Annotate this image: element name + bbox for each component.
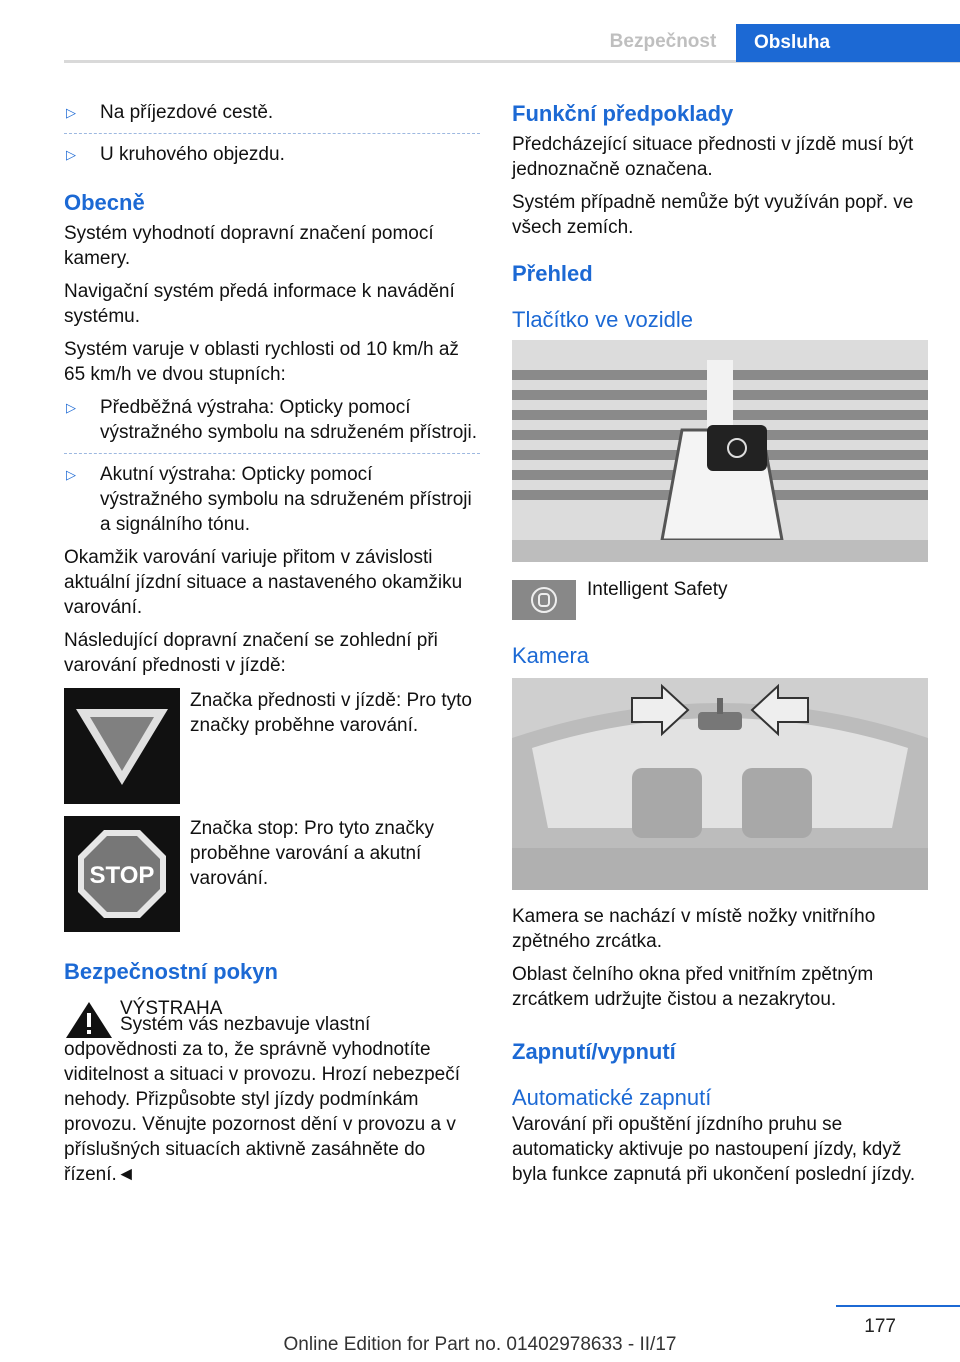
heading-tlacitko: Tlačítko ve vozidle [512, 307, 693, 332]
heading-obecne: Obecně [64, 190, 145, 215]
list-item: ▷ U kruhového objezdu. [66, 144, 285, 165]
heading-safety: Bezpečnostní pokyn [64, 959, 278, 984]
warning-text: Systém vás nezbavuje vlastní odpovědnosti za to, že správně vyhodnotíte viditelnost a situaci v provozu. Hrozí nebezpečí nehody. Přizpůsobte styl jízdy podmínkám provozu. Věnujte pozornost dění v provozu a v příslušných situacích aktivně zasáhněte do řízení.◄ [64, 1014, 461, 1185]
paragraph: Systém varuje v oblasti rychlosti od 10 km/h až 65 km/h ve dvou stupních: [64, 339, 459, 385]
triangle-bullet-icon: ▷ [66, 105, 76, 120]
warning-title: VÝSTRAHA [120, 998, 223, 1019]
button-legend [512, 580, 928, 620]
triangle-bullet-icon: ▷ [66, 147, 76, 162]
page-number: 177 [864, 1316, 896, 1337]
stop-sign-icon [64, 816, 180, 932]
heading-prehled: Přehled [512, 261, 593, 286]
list-item: ▷ Na příjezdové cestě. [66, 102, 274, 123]
stop-sign-label: STOP [89, 862, 155, 889]
paragraph: Kamera se nachází v místě nožky vnitřního zpětného zrcátka. [512, 906, 876, 952]
heading-kamera: Kamera [512, 643, 590, 668]
paragraph: Následující dopravní značení se zohlední při varování přednosti v jízdě: [64, 630, 438, 676]
header-section: Bezpečnost [609, 31, 717, 52]
left-column [64, 100, 480, 1187]
heading-auto: Automatické zapnutí [512, 1085, 712, 1110]
divider [64, 453, 480, 454]
paragraph: Okamžik varování variuje přitom v závislosti aktuální jízdní situace a nastaveného okamžiku varování. [64, 547, 463, 618]
yield-sign-row [64, 688, 480, 804]
list-item: ▷ Předběžná výstraha: Opticky pomocí výstražného symbolu na sdruženém přístroji. [66, 397, 477, 443]
paragraph: Oblast čelního okna před vnitřním zpětným zrcátkem udržujte čistou a nezakrytou. [512, 964, 874, 1010]
heading-funkcni: Funkční předpoklady [512, 101, 734, 126]
warning-triangle-icon [64, 1000, 114, 1040]
heading-zapnuti: Zapnutí/vypnutí [512, 1039, 676, 1064]
yield-sign-text: Značka přednosti v jízdě: Pro tyto značky proběhne varování. [190, 690, 472, 736]
page-number-rule [836, 1305, 960, 1307]
paragraph: Navigační systém předá informace k navádění systému. [64, 281, 455, 327]
divider [64, 133, 480, 134]
vehicle-button-photo [512, 340, 928, 562]
footer-edition: Online Edition for Part no. 01402978633 - II/17 [283, 1334, 677, 1355]
stop-sign-text: Značka stop: Pro tyto značky proběhne varování a akutní varování. [190, 818, 434, 889]
intelligent-safety-button-icon [512, 580, 576, 620]
camera-location-photo [512, 678, 928, 890]
button-label: Intelligent Safety [587, 579, 728, 600]
triangle-bullet-icon: ▷ [66, 467, 76, 482]
triangle-bullet-icon: ▷ [66, 400, 76, 415]
right-column [512, 100, 928, 1195]
paragraph: Varování při opuštění jízdního pruhu se automaticky aktivuje po nastoupení jízdy, když byla funkce zapnutá při ukončení poslední jízdy. [512, 1114, 916, 1185]
paragraph: Systém vyhodnotí dopravní značení pomocí kamery. [64, 223, 434, 269]
paragraph: Systém případně nemůže být využíván popř. ve všech zemích. [512, 192, 914, 238]
paragraph: Předcházející situace přednosti v jízdě musí být jednoznačně označena. [512, 134, 914, 180]
yield-sign-icon [64, 688, 180, 804]
header-chapter-tab: Obsluha [736, 24, 960, 62]
list-item: ▷ Akutní výstraha: Opticky pomocí výstražného symbolu na sdruženém přístroji a signálního tónu. [66, 464, 472, 535]
stop-sign-row [64, 816, 480, 932]
